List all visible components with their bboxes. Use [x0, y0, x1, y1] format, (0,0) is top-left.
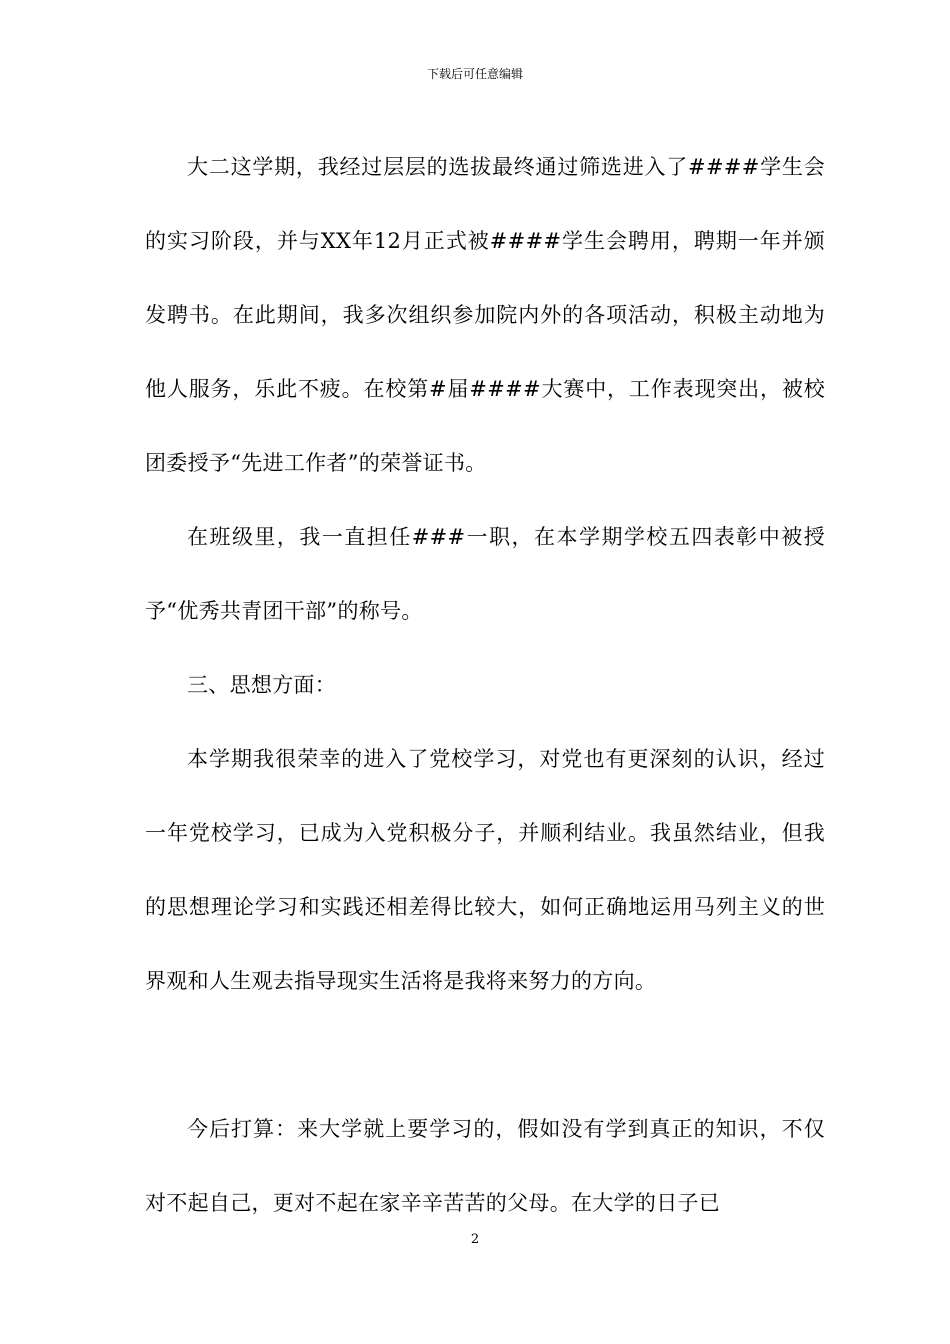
paragraph-student-union: 大二这学期，我经过层层的选拔最终通过筛选进入了####学生会的实习阶段，并与XX年12月正式被####学生会聘用，聘期一年并颁发聘书。在此期间，我多次组织参加院内外的各项活动，积极主动地为他人服务，乐此不疲。在校第#届####大赛中，工作表现突出，被校团委授予“先进工作者”的荣誉证书。 — [145, 155, 825, 475]
paragraph-future-plans: 今后打算：来大学就上要学习的，假如没有学到真正的知识，不仅对不起自己，更对不起在家辛辛苦苦的父母。在大学的日子已 — [145, 1117, 825, 1215]
document-body — [145, 130, 825, 1240]
page-header: 下载后可任意编辑 — [426, 67, 523, 81]
page-number: 2 — [470, 1232, 480, 1247]
paragraph-party-school: 本学期我很荣幸的进入了党校学习，对党也有更深刻的认识，经过一年党校学习，已成为入党积极分子，并顺利结业。我虽然结业，但我的思想理论学习和实践还相差得比较大，如何正确地运用马列主义的世界观和人生观去指导现实生活将是我将来努力的方向。 — [145, 747, 825, 993]
paragraph-gap — [145, 1018, 825, 1092]
section-heading-ideology: 三、思想方面： — [187, 673, 337, 697]
paragraph-class-role: 在班级里，我一直担任###一职，在本学期学校五四表彰中被授予“优秀共青团干部”的称号。 — [145, 525, 825, 623]
